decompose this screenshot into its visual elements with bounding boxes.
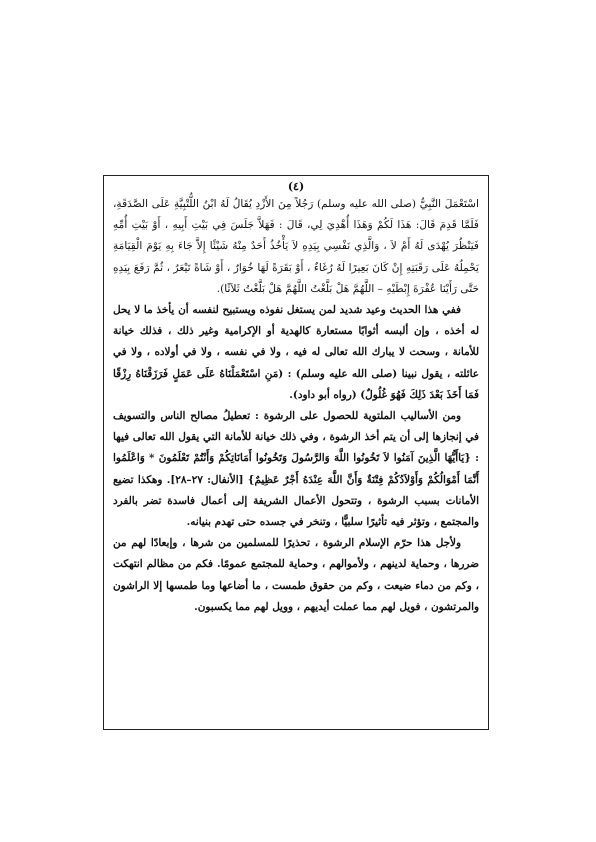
commentary-paragraph: ففي هذا الحديث وعيد شديد لمن يستغل نفوذه ويستبيح لنفسه أن يأخذ ما لا يحل له أخذه ، وإن ألبسه أثوابًا مستعارة كالهدية أو الإكرامية وغير ذلك ، فذلك خيانة للأمانة ، وسحت لا يبارك الله تعالى له فيه ، ولا في نفسه ، ولا في أولاده ، ولا في عائلته ، يقول نبينا (صلى الله عليه وسلم) : (مَنِ اسْتَعْمَلْنَاهُ عَلَى عَمَلٍ فَرَزَقْنَاهُ رِزْقًا فَمَا أَخَذَ بَعْدَ ذَلِكَ فَهُوَ غُلُولٌ) (رواه أبو داود). [113,304,479,401]
page-number: (٤) [287,180,305,193]
bribery-methods-paragraph: ومن الأساليب الملتوية للحصول على الرشوة : تعطيلُ مصالح الناس والتسويف في إنجازها إلى أن يتم أخذ الرشوة ، وفي ذلك خيانة للأمانة التي يقول الله تعالى فيها : {يَاأَيُّهَا الَّذِينَ آمَنُوا لاَ تَخُونُوا اللَّهَ وَالرَّسُولَ وَتَخُونُوا أَمَانَاتِكُمْ وَأَنْتُمْ تَعْلَمُونَ * وَاعْلَمُوا أَنَّمَا أَمْوَالُكُمْ وَأَوْلاَدُكُمْ فِتْنَةٌ وَأَنَّ اللَّهَ عِنْدَهُ أَجْرٌ عَظِيمٌ} [الأنفال: ٢٧–٢٨]. وهكذا تضيع الأمانات بسبب الرشوة ، وتتحول الأعمال الشريفة إلى أعمال فاسدة تضر بالفرد والمجتمع ، وتؤثر فيه تأثيرًا سلبيًّا ، وتنخر في جسده حتى تهدم بنيانه. [113,410,479,529]
conclusion-paragraph: ولأجل هذا حرّم الإسلام الرشوة ، تحذيرًا للمسلمين من شرها ، وإبعادًا لهم من ضررها ، وحماية لدينهم ، ولأموالهم ، وحماية للمجتمع عمومًا. فكم من مظالم انتهكت ، وكم من دماء ضيعت ، وكم من حقوق طمست ، ما أضاعها وما طمسها إلا الراشون والمرتشون ، فويل لهم مما عملت أيديهم ، وويل لهم مما يكسبون. [113,537,479,613]
page-frame [103,175,489,730]
hadith-quote-paragraph: اسْتَعْمَلَ النَّبِيُّ (صلى الله عليه وسلم) رَجُلاً مِنَ الأَزْدِ يُقَالُ لَهُ ابْنُ اللُّتْبِيَّةِ عَلَى الصَّدَقَةِ، فَلَمَّا قَدِمَ قَالَ: هَذَا لَكُمْ وَهَذَا أُهْدِيَ لِي، قَالَ : فَهَلاَّ جَلَسَ فِي بَيْتِ أَبِيهِ ، أَوْ بَيْتِ أُمِّهِ فَيَنْظُرَ يُهْدَى لَهُ أَمْ لاَ ، وَالَّذِي نَفْسِي بِيَدِهِ لاَ يَأْخُذُ أَحَدٌ مِنْهُ شَيْئًا إِلاَّ جَاءَ بِهِ يَوْمَ الْقِيَامَةِ يَحْمِلُهُ عَلَى رَقَبَتِهِ إِنْ كَانَ بَعِيرًا لَهُ رُغَاءٌ ، أَوْ بَقَرَةً لَهَا خُوَارٌ ، أَوْ شَاةً تَيْعَرُ ، ثُمَّ رَفَعَ بِيَدِهِ حَتَّى رَأَيْنَا عُفْرَةَ إِبْطَيْهِ – اللَّهُمَّ هَلْ بَلَّغْتُ اللَّهُمَّ هَلْ بَلَّغْتُ ثَلاَثًا). [113,198,479,295]
